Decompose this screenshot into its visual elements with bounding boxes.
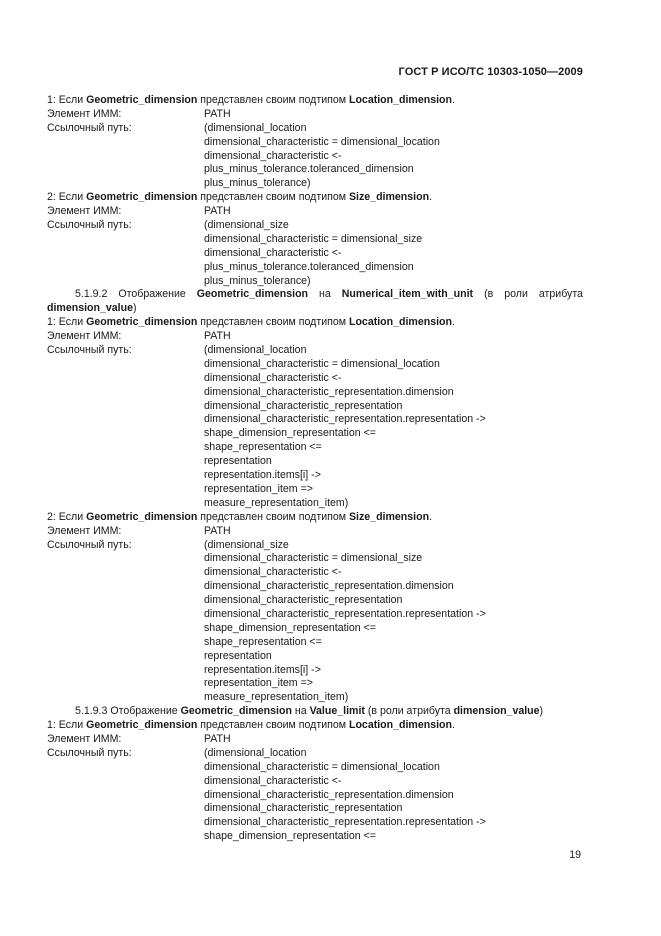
path-line: measure_representation_item) bbox=[204, 496, 349, 509]
path-line: dimensional_characteristic = dimensional_size bbox=[204, 232, 423, 245]
path-line: dimensional_characteristic = dimensional_location bbox=[204, 135, 440, 148]
ref-path-row: Ссылочный путь: (dimensional_location bbox=[47, 121, 307, 134]
section-heading-5-1-9-2: 5.1.9.2 Отображение Geometric_dimension на Numerical_item_with_unit (в роли атрибута bbox=[75, 288, 583, 301]
path-line: dimensional_characteristic_representation bbox=[204, 594, 403, 607]
path-line: dimensional_characteristic_representation.dimension bbox=[204, 385, 454, 398]
path-line: dimensional_characteristic <- bbox=[204, 149, 342, 162]
path-line: dimensional_characteristic_representation bbox=[204, 802, 403, 815]
element-row: Элемент ИММ: PATH bbox=[47, 732, 231, 745]
path-line: dimensional_characteristic <- bbox=[204, 371, 342, 384]
path-line: measure_representation_item) bbox=[204, 691, 349, 704]
path-line: dimensional_characteristic <- bbox=[204, 246, 342, 259]
path-line: dimensional_characteristic = dimensional_location bbox=[204, 760, 440, 773]
path-line: plus_minus_tolerance.toleranced_dimension bbox=[204, 163, 414, 176]
path-line: representation.items[i] -> bbox=[204, 663, 321, 676]
path-line: plus_minus_tolerance) bbox=[204, 177, 311, 190]
ref-path-row: Ссылочный путь: (dimensional_size bbox=[47, 538, 289, 551]
path-line: plus_minus_tolerance.toleranced_dimension bbox=[204, 260, 414, 273]
path-line: shape_dimension_representation <= bbox=[204, 621, 376, 634]
path-line: shape_representation <= bbox=[204, 635, 322, 648]
path-line: shape_representation <= bbox=[204, 441, 322, 454]
ref-path-row: Ссылочный путь: (dimensional_size bbox=[47, 219, 289, 232]
page-body bbox=[47, 94, 587, 844]
path-line: dimensional_characteristic_representation.representation -> bbox=[204, 816, 486, 829]
element-row: Элемент ИММ: PATH bbox=[47, 330, 231, 343]
path-line: dimensional_characteristic_representation.dimension bbox=[204, 788, 454, 801]
path-line: dimensional_characteristic = dimensional_size bbox=[204, 552, 423, 565]
condition-line: 2: Если Geometric_dimension представлен своим подтипом Size_dimension. bbox=[47, 191, 433, 204]
ref-path-row: Ссылочный путь: (dimensional_location bbox=[47, 344, 307, 357]
section-heading-5-1-9-2-cont: dimension_value) bbox=[47, 302, 137, 315]
path-line: representation_item => bbox=[204, 677, 313, 690]
condition-line: 1: Если Geometric_dimension представлен своим подтипом Location_dimension. bbox=[47, 94, 455, 106]
element-row: Элемент ИММ: PATH bbox=[47, 107, 231, 120]
condition-line: 1: Если Geometric_dimension представлен своим подтипом Location_dimension. bbox=[47, 719, 455, 732]
path-line: representation bbox=[204, 455, 272, 468]
page-number: 19 bbox=[569, 849, 581, 861]
path-line: dimensional_characteristic <- bbox=[204, 566, 342, 579]
path-line: dimensional_characteristic_representation bbox=[204, 399, 403, 412]
path-line: dimensional_characteristic <- bbox=[204, 774, 342, 787]
element-row: Элемент ИММ: PATH bbox=[47, 524, 231, 537]
section-heading-5-1-9-3: 5.1.9.3 Отображение Geometric_dimension на Value_limit (в роли атрибута dimension_value) bbox=[75, 705, 544, 718]
condition-line: 1: Если Geometric_dimension представлен своим подтипом Location_dimension. bbox=[47, 316, 455, 329]
path-line: dimensional_characteristic_representation.dimension bbox=[204, 580, 454, 593]
condition-line: 2: Если Geometric_dimension представлен своим подтипом Size_dimension. bbox=[47, 510, 433, 523]
path-line: dimensional_characteristic_representation.representation -> bbox=[204, 607, 486, 620]
document-id-header: ГОСТ Р ИСО/ТС 10303-1050—2009 bbox=[398, 66, 583, 78]
ref-path-row: Ссылочный путь: (dimensional_location bbox=[47, 746, 307, 759]
path-line: dimensional_characteristic_representation.representation -> bbox=[204, 413, 486, 426]
path-line: dimensional_characteristic = dimensional_location bbox=[204, 357, 440, 370]
element-row: Элемент ИММ: PATH bbox=[47, 205, 231, 218]
path-line: representation_item => bbox=[204, 482, 313, 495]
path-line: plus_minus_tolerance) bbox=[204, 274, 311, 287]
path-line: representation.items[i] -> bbox=[204, 469, 321, 482]
path-line: shape_dimension_representation <= bbox=[204, 427, 376, 440]
path-line: shape_dimension_representation <= bbox=[204, 830, 376, 843]
path-line: representation bbox=[204, 649, 272, 662]
